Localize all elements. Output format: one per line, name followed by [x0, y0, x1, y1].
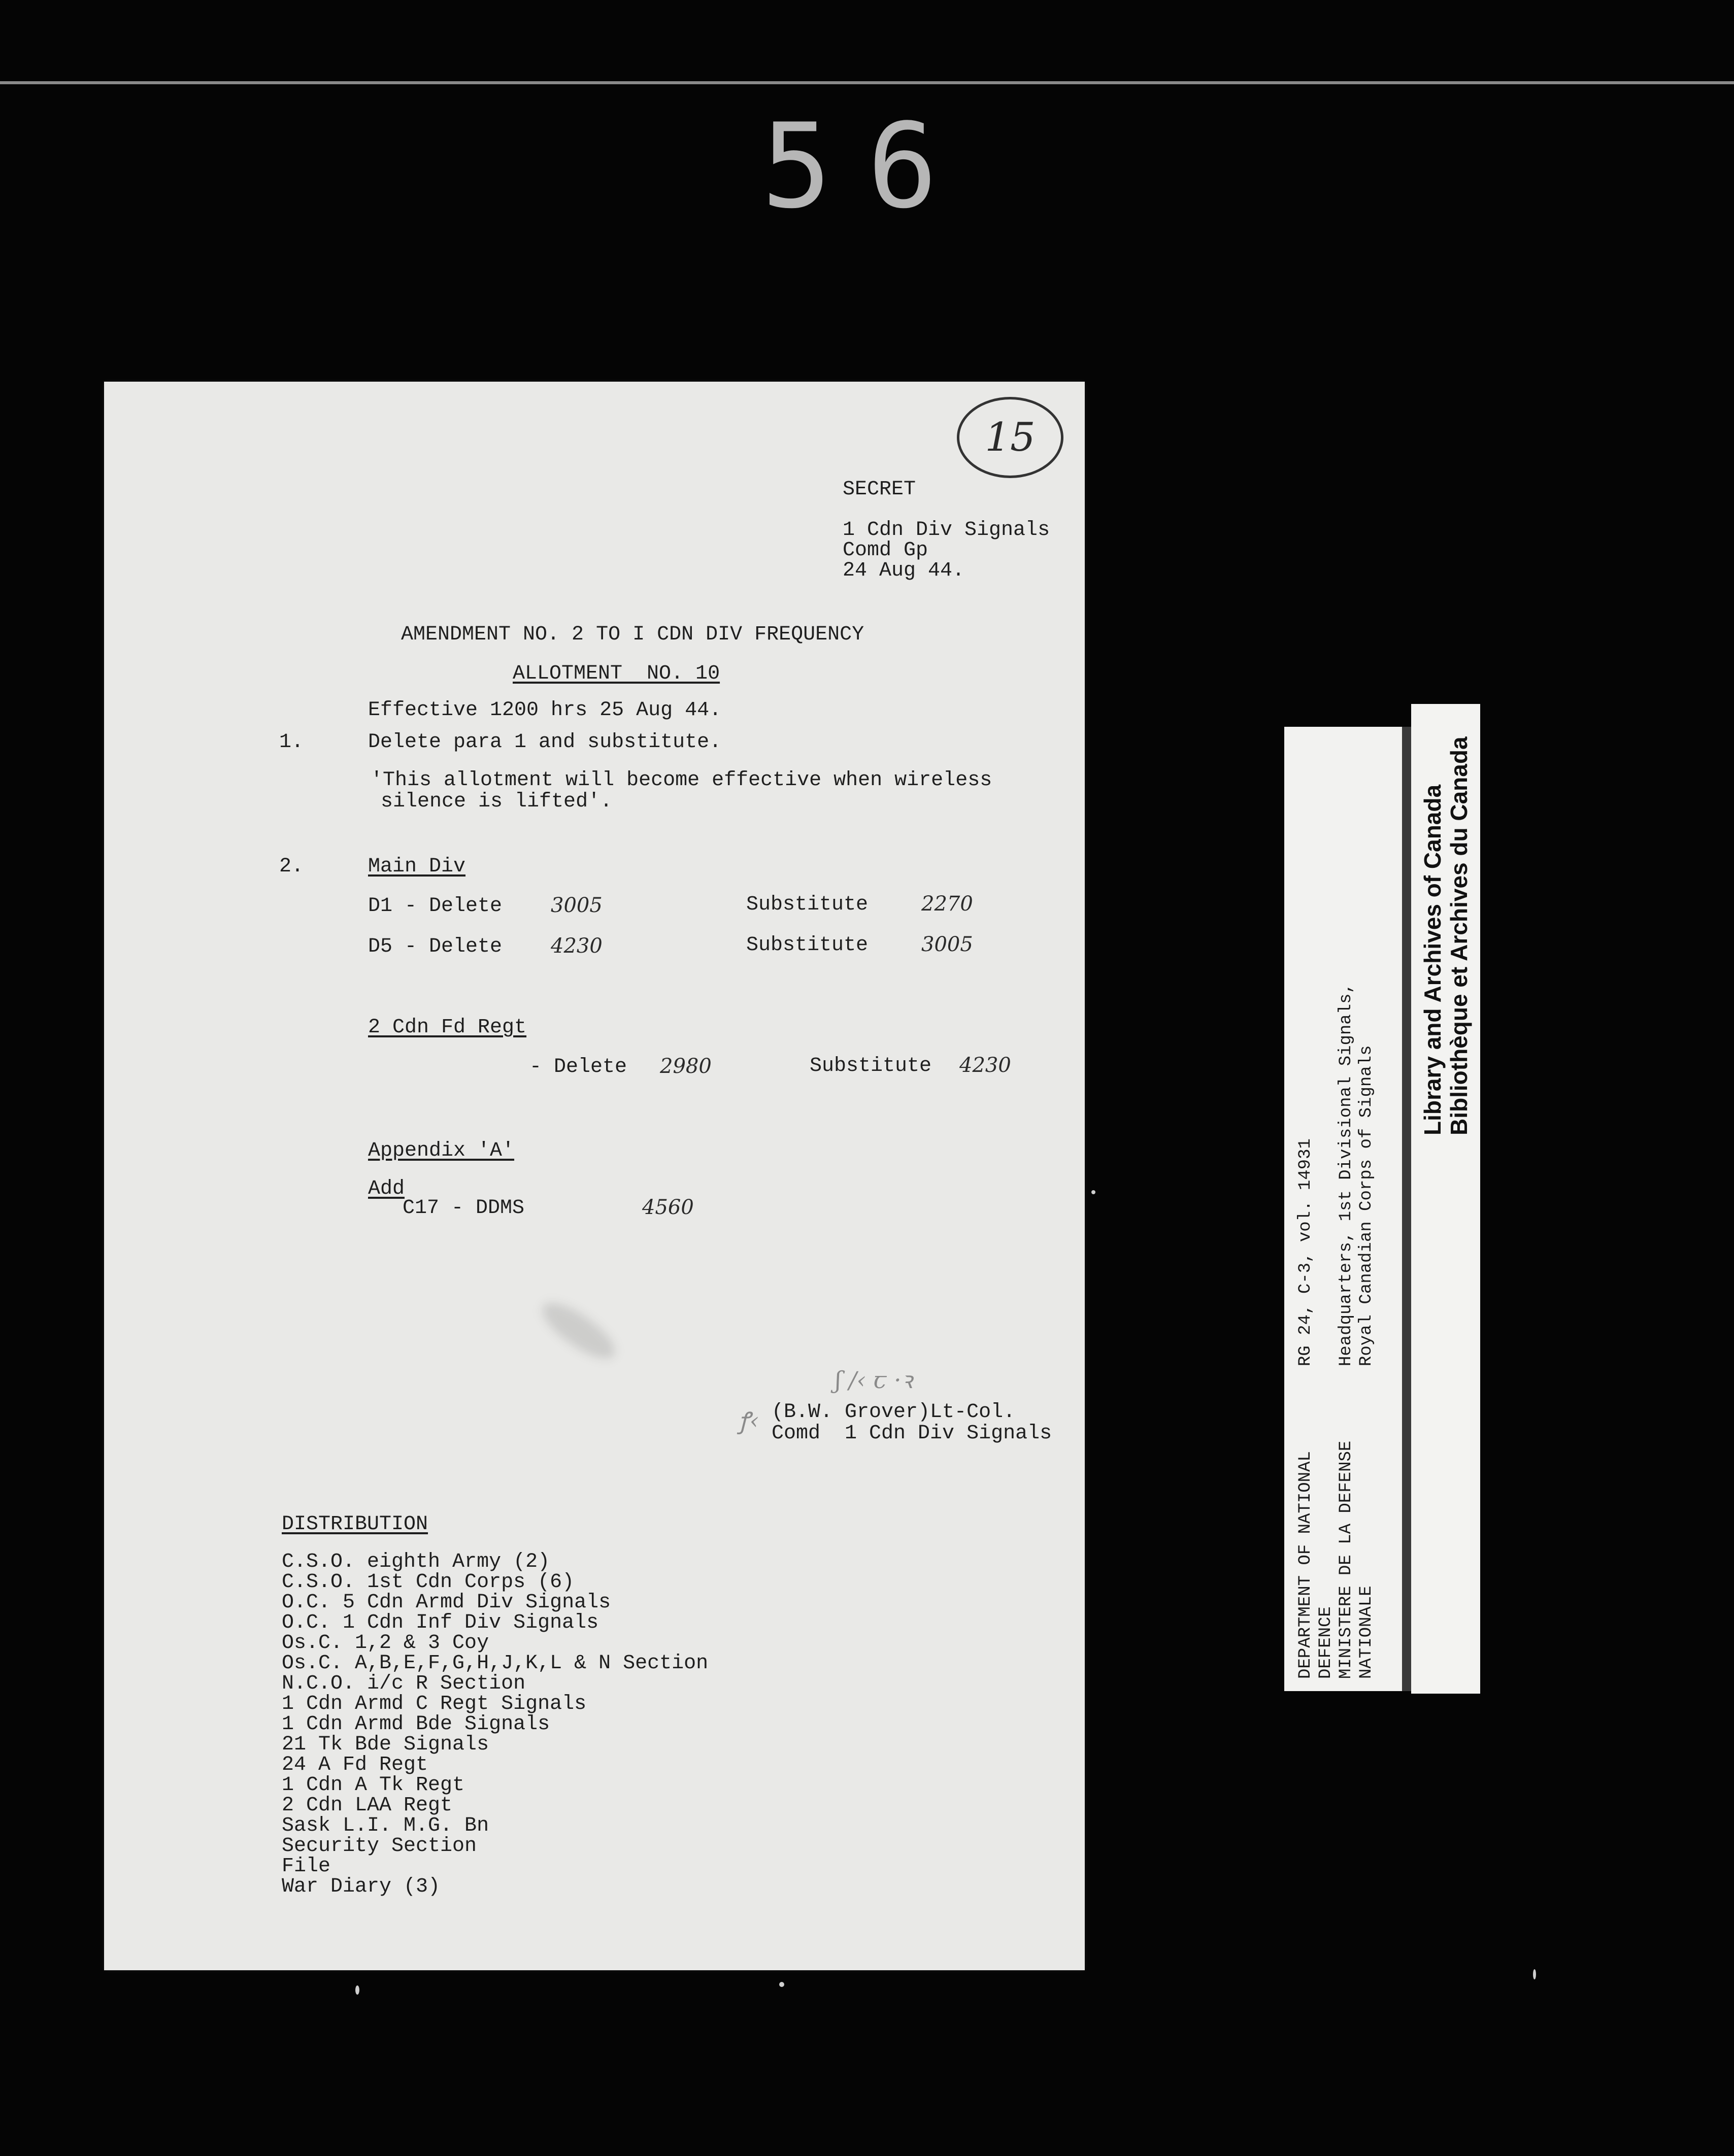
- department-block: [1295, 1441, 1377, 1679]
- department-line1: DEPARTMENT OF NATIONAL: [1296, 1451, 1315, 1679]
- archive-reference-label: [1284, 727, 1402, 1691]
- row2-substitute-value: 3005: [921, 933, 973, 956]
- distribution-item: 2 Cdn LAA Regt: [282, 1794, 453, 1817]
- para1-text: Delete para 1 and substitute.: [368, 731, 722, 754]
- handwritten-initial-mark: ꝭ‹: [739, 1407, 759, 1434]
- signature-name: (B.W. Grover)Lt-Col.: [772, 1401, 1016, 1424]
- department-line3: MINISTERE DE LA DEFENSE: [1337, 1440, 1356, 1679]
- distribution-item: C.S.O. eighth Army (2): [282, 1551, 550, 1573]
- signature-title: Comd 1 Cdn Div Signals: [772, 1422, 1052, 1445]
- appendix-heading: Appendix 'A': [368, 1139, 515, 1162]
- lac-label: [1411, 704, 1480, 1694]
- header-unit: 1 Cdn Div Signals: [843, 519, 1050, 542]
- para2-number: 2.: [279, 855, 304, 878]
- distribution-item: Security Section: [282, 1835, 477, 1858]
- para1-quote-line1: 'This allotment will become effective when wireless: [371, 769, 992, 792]
- film-speck: [1091, 1190, 1095, 1194]
- distribution-item: Os.C. 1,2 & 3 Coy: [282, 1632, 489, 1655]
- distribution-item: N.C.O. i/c R Section: [282, 1672, 526, 1695]
- distribution-item: 21 Tk Bde Signals: [282, 1733, 489, 1756]
- main-div-heading: Main Div: [368, 855, 466, 878]
- distribution-block: [282, 1514, 708, 1897]
- folio-number: 15: [985, 415, 1036, 460]
- ink-smudge: [535, 1294, 623, 1368]
- header-date: 24 Aug 44.: [843, 559, 965, 582]
- para1-number: 1.: [279, 731, 304, 754]
- record-description-line1: Headquarters, 1st Divisional Signals,: [1337, 983, 1356, 1366]
- folio-number-circle: [957, 397, 1063, 478]
- fd-regt-delete-label: - Delete: [529, 1056, 627, 1079]
- distribution-item: Os.C. A,B,E,F,G,H,J,K,L & N Section: [282, 1652, 709, 1675]
- row1-substitute-label: Substitute: [746, 893, 869, 916]
- label-divider: [1402, 727, 1411, 1691]
- row1-substitute-value: 2270: [921, 892, 973, 916]
- row1-label: D1 - Delete: [368, 895, 503, 918]
- header-group: Comd Gp: [843, 539, 928, 562]
- distribution-heading: DISTRIBUTION: [282, 1513, 428, 1536]
- distribution-item: War Diary (3): [282, 1875, 441, 1898]
- lac-label-english: Library and Archives of Canada: [1419, 784, 1446, 1135]
- para1-quote-line2: silence is lifted'.: [381, 790, 613, 813]
- lac-label-french: Bibliothèque et Archives du Canada: [1446, 736, 1472, 1135]
- row1-delete-value: 3005: [551, 894, 603, 917]
- film-speck: [355, 1985, 359, 1995]
- distribution-item: O.C. 5 Cdn Armd Div Signals: [282, 1591, 611, 1614]
- fd-regt-delete-value: 2980: [660, 1055, 712, 1078]
- appendix-row-value: 4560: [642, 1196, 694, 1219]
- fd-regt-substitute-label: Substitute: [810, 1055, 932, 1077]
- document-page: [104, 382, 1085, 1970]
- record-description-line2: Royal Canadian Corps of Signals: [1357, 1045, 1376, 1366]
- add-label: Add: [368, 1177, 405, 1200]
- record-description: [1336, 983, 1377, 1366]
- film-speck: [779, 1982, 784, 1987]
- distribution-item: 1 Cdn Armd C Regt Signals: [282, 1693, 587, 1715]
- distribution-item: Sask L.I. M.G. Bn: [282, 1814, 489, 1837]
- fd-regt-substitute-value: 4230: [959, 1054, 1011, 1077]
- handwritten-signature-mark: ʃ /‹ ꞇ ·ꝛ: [835, 1366, 913, 1394]
- classification: SECRET: [843, 478, 916, 501]
- title-line1: AMENDMENT NO. 2 TO I CDN DIV FREQUENCY: [401, 623, 864, 646]
- film-speck: [1533, 1969, 1536, 1979]
- distribution-item: C.S.O. 1st Cdn Corps (6): [282, 1571, 575, 1594]
- row2-substitute-label: Substitute: [746, 934, 869, 957]
- film-top-rule: [0, 81, 1734, 84]
- record-group-reference: RG 24, C-3, vol. 14931: [1296, 1138, 1315, 1366]
- distribution-item: File: [282, 1855, 331, 1878]
- distribution-item: 1 Cdn Armd Bde Signals: [282, 1713, 550, 1736]
- department-line2: DEFENCE: [1316, 1606, 1336, 1679]
- department-line4: NATIONALE: [1357, 1586, 1376, 1679]
- title-line2: ALLOTMENT NO. 10: [513, 662, 720, 685]
- effective-date: Effective 1200 hrs 25 Aug 44.: [368, 699, 722, 722]
- row2-label: D5 - Delete: [368, 935, 503, 958]
- frame-number: 56: [761, 99, 973, 234]
- distribution-list: [282, 1552, 708, 1897]
- distribution-item: 24 A Fd Regt: [282, 1754, 428, 1776]
- distribution-item: O.C. 1 Cdn Inf Div Signals: [282, 1611, 599, 1634]
- fd-regt-heading: 2 Cdn Fd Regt: [368, 1016, 527, 1039]
- appendix-row-label: C17 - DDMS: [403, 1197, 525, 1220]
- distribution-item: 1 Cdn A Tk Regt: [282, 1774, 465, 1797]
- row2-delete-value: 4230: [551, 934, 603, 958]
